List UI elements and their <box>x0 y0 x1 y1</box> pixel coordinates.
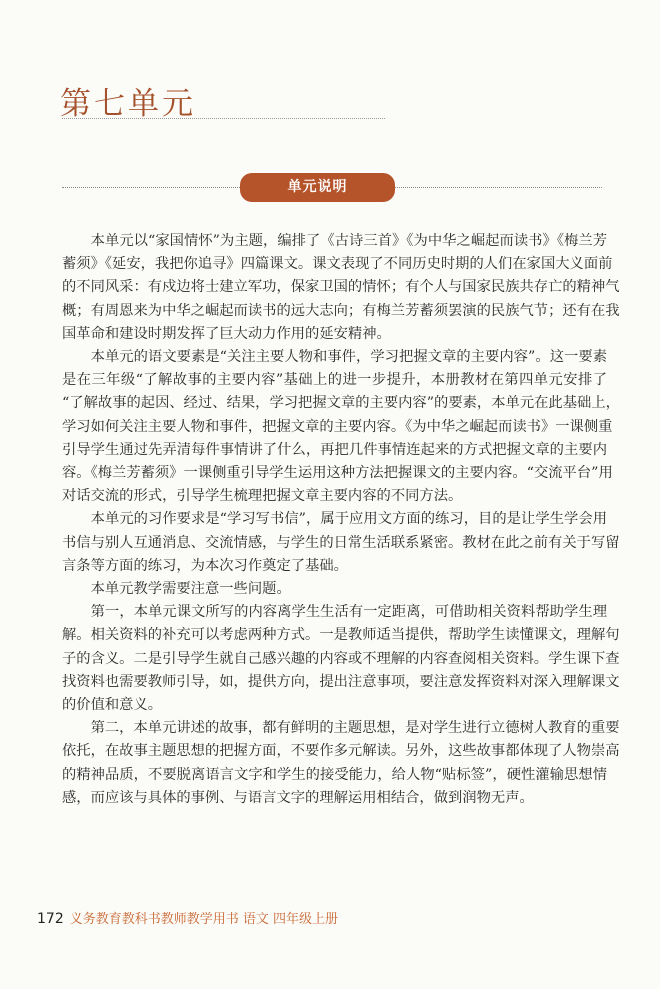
page-number: 172 <box>37 911 64 927</box>
unit-title: 第七单元 <box>60 86 196 122</box>
text-line: 引导学生通过先弄清每件事情讲了什么，再把几件事情连起来的方式把握文章的主要内 <box>62 441 607 458</box>
unit-description <box>62 230 620 810</box>
text-line: 对话交流的形式，引导学生梳理把握文章主要内容的不同方法。 <box>62 488 463 505</box>
paragraph <box>62 508 620 578</box>
text-line: 的不同风采：有戍边将士建立军功，保家卫国的情怀；有个人与国家民族共存亡的精神气 <box>62 279 620 296</box>
text-line: 本单元的习作要求是“学习写书信”，属于应用文方面的练习，目的是让学生学会用 <box>62 511 607 528</box>
text-line: 本单元以“家国情怀”为主题，编排了《古诗三首》《为中华之崛起而读书》《梅兰芳 <box>62 233 607 249</box>
text-line: 子的含义。二是引导学生就自己感兴趣的内容或不理解的内容查阅相关资料。学生课下查 <box>62 650 620 667</box>
text-line: 的精神品质，不要脱离语言文字和学生的接受能力，给人物“贴标签”，硬性灌输思想情 <box>62 766 607 783</box>
text-line: 第一，本单元课文所写的内容离学生生活有一定距离，可借助相关资料帮助学生理 <box>62 604 607 621</box>
text-line: 是在三年级“了解故事的主要内容”基础上的进一步提升，本册教材在第四单元安排了 <box>62 372 607 389</box>
text-line: 找资料也需要教师引导，如，提供方向，提出注意事项，要注意发挥资料对深入理解课文 <box>62 673 620 690</box>
paragraph <box>62 601 620 717</box>
paragraph <box>62 717 620 810</box>
book-title: 义务教育教科书教师教学用书 语文 四年级上册 <box>69 912 338 927</box>
text-line: 第二，本单元讲述的故事，都有鲜明的主题思想，是对学生进行立德树人教育的重要 <box>62 720 620 737</box>
title-divider <box>62 118 385 119</box>
text-line: 国革命和建设时期发挥了巨大动力作用的延安精神。 <box>62 325 391 342</box>
text-line: 概；有周恩来为中华之崛起而读书的远大志向；有梅兰芳蓄须罢演的民族气节；还有在我 <box>62 302 620 319</box>
section-label: 单元说明 <box>240 173 395 202</box>
paragraph <box>62 346 620 508</box>
text-line: “了解故事的起因、经过、结果，学习把握文章的主要内容”的要素，本单元在此基础上， <box>62 395 620 412</box>
text-line: 感，而应该与具体的事例、与语言文字的理解运用相结合，做到润物无声。 <box>62 789 534 806</box>
text-line: 本单元教学需要注意一些问题。 <box>62 581 291 598</box>
text-line: 本单元的语文要素是“关注主要人物和事件，学习把握文章的主要内容”。这一要素 <box>62 349 607 366</box>
text-line: 言条等方面的练习，为本次习作奠定了基础。 <box>62 557 348 574</box>
text-line: 的价值和意义。 <box>62 697 163 714</box>
text-line: 书信与别人互通消息、交流情感，与学生的日常生活联系紧密。教材在此之前有关于写留 <box>62 534 620 551</box>
paragraph <box>62 230 620 346</box>
text-line: 容。《梅兰芳蓄须》一课侧重引导学生运用这种方法把握课文的主要内容。“交流平台”用 <box>62 465 613 482</box>
text-line: 学习如何关注主要人物和事件，把握文章的主要内容。《为中华之崛起而读书》一课侧重 <box>62 418 613 435</box>
page-footer <box>37 908 338 927</box>
text-line: 依托，在故事主题思想的把握方面，不要作多元解读。另外，这些故事都体现了人物崇高 <box>62 743 620 760</box>
paragraph <box>62 578 607 601</box>
text-line: 蓄须》《延安，我把你追寻》四篇课文。课文表现了不同历史时期的人们在家国大义面前 <box>62 256 613 273</box>
text-line: 解。相关资料的补充可以考虑两种方式。一是教师适当提供，帮助学生读懂课文，理解句 <box>62 627 620 644</box>
